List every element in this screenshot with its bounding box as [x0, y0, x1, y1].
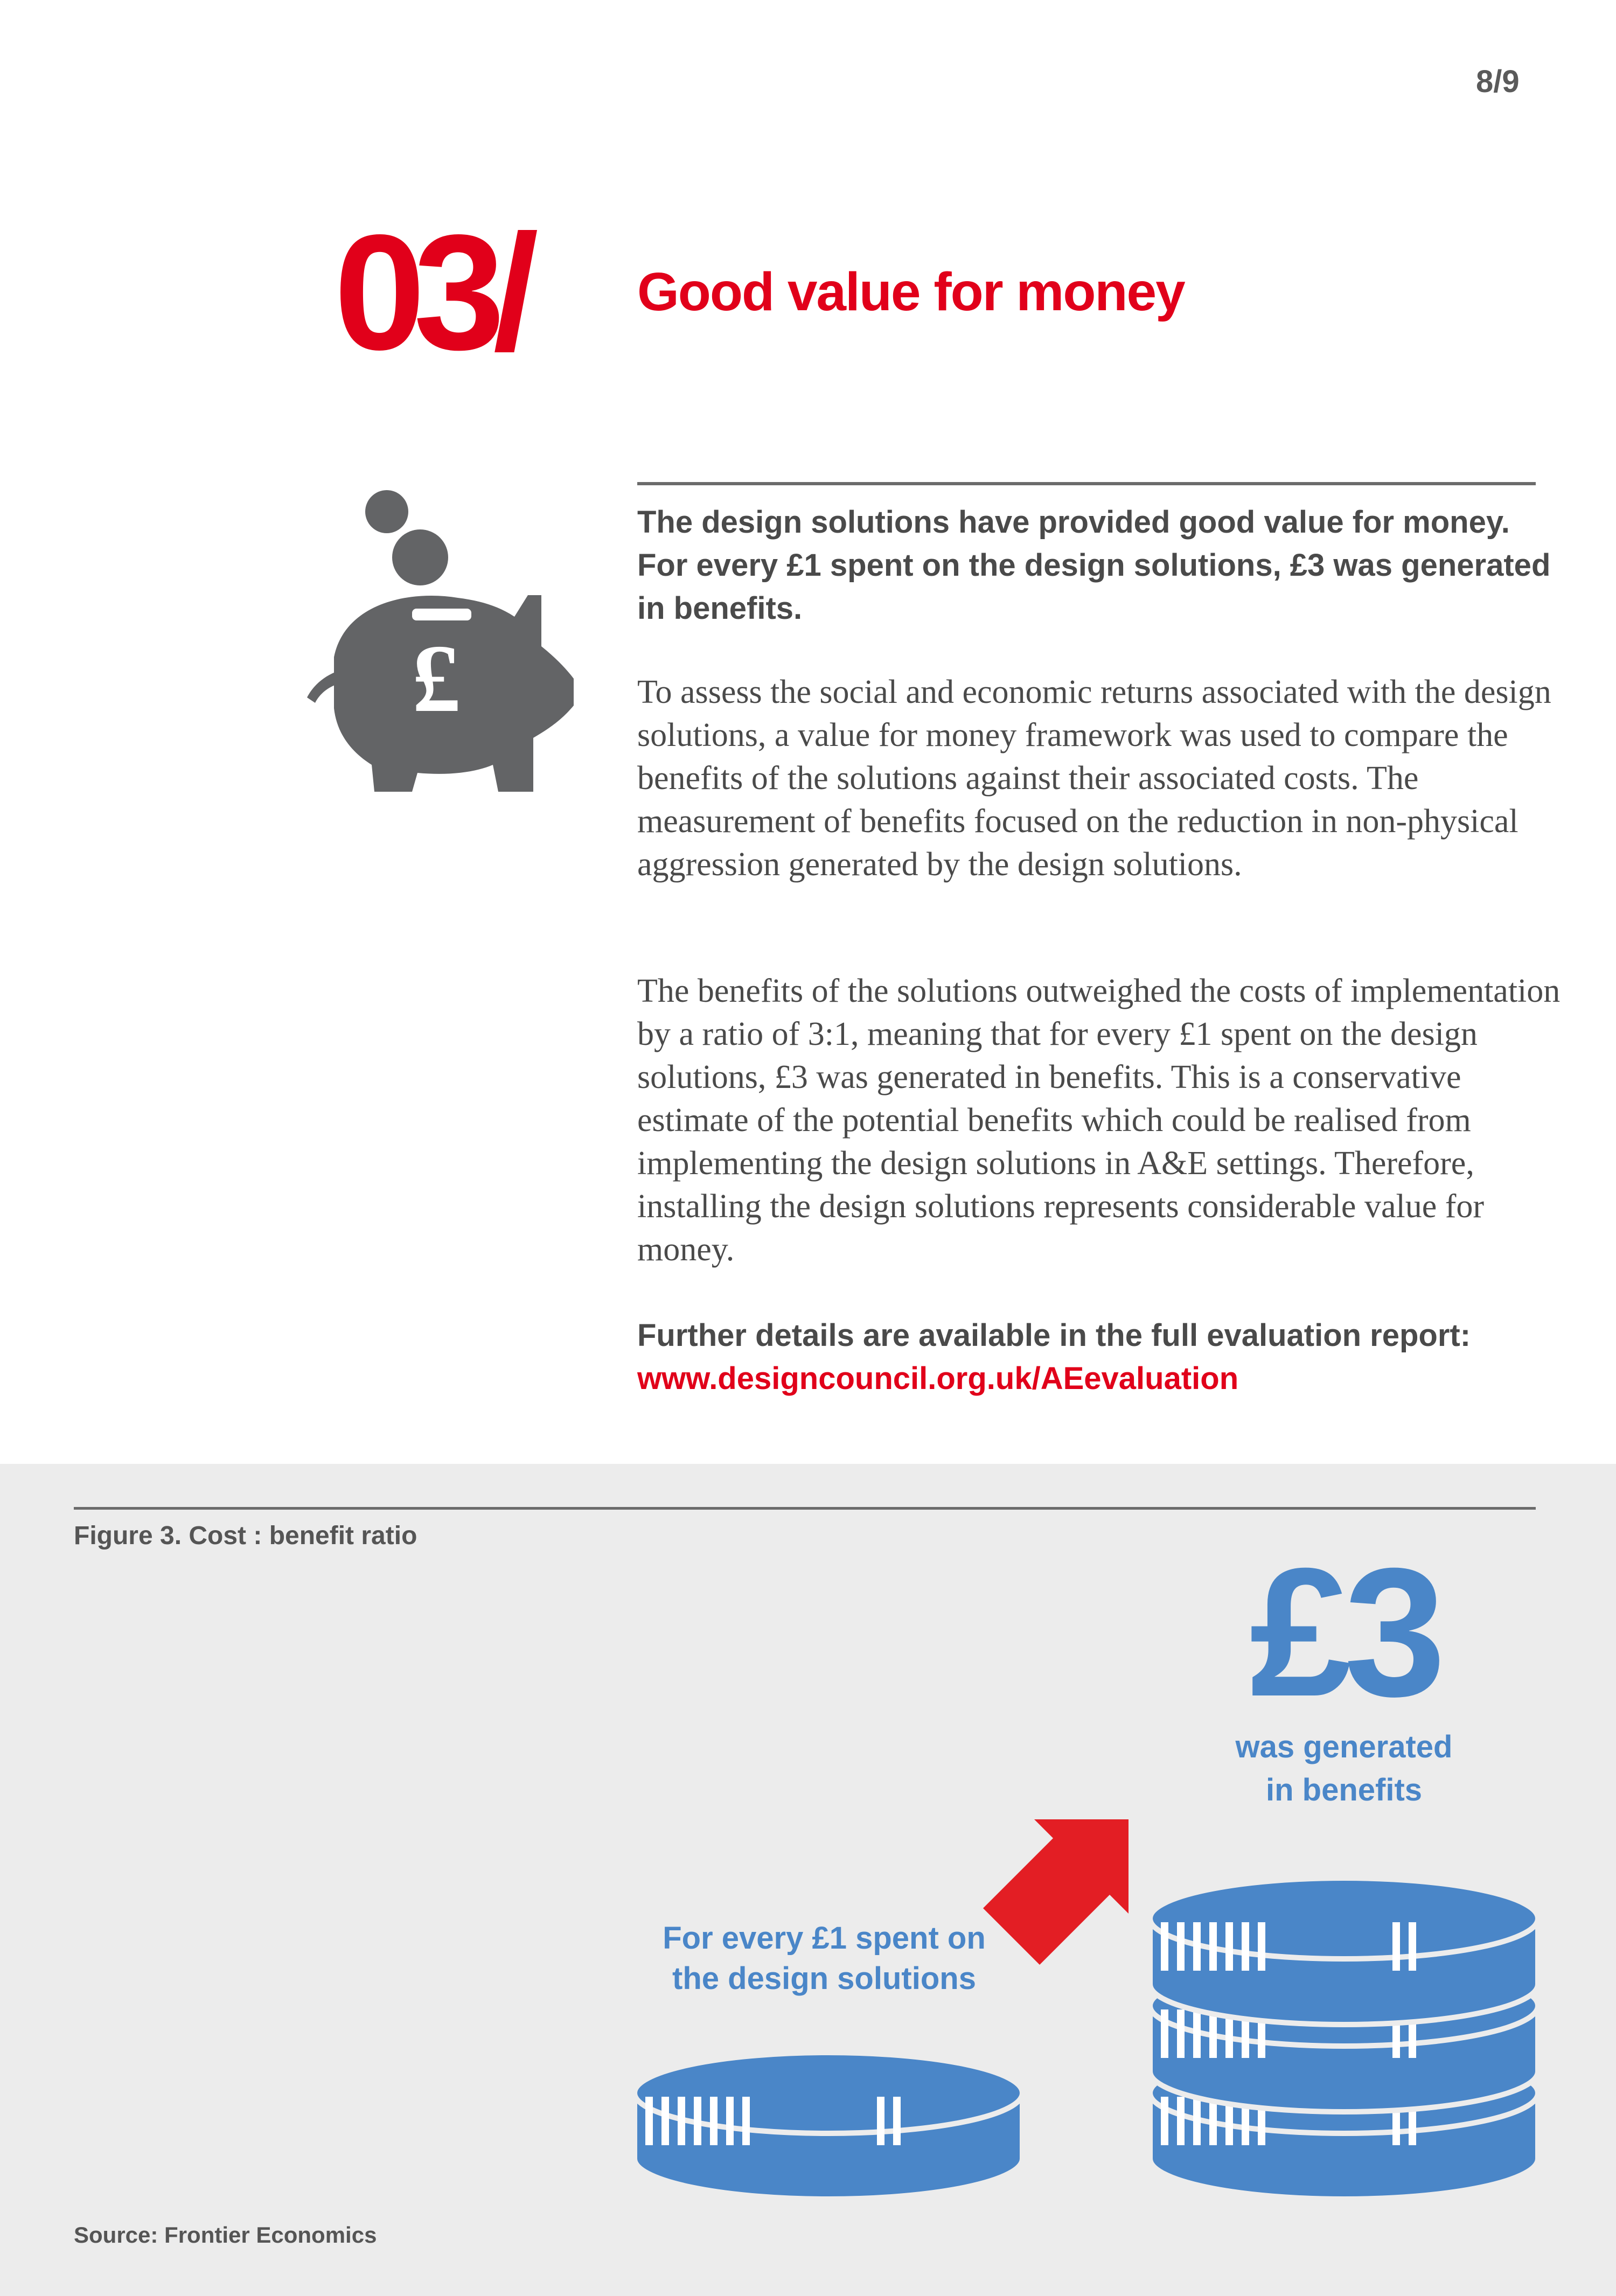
cost-label-line-2: the design solutions	[672, 1961, 976, 1996]
section-number: 03/	[334, 200, 527, 384]
page-number: 8/9	[1476, 64, 1520, 99]
cost-bar	[635, 2053, 1022, 2199]
benefit-coin-icon	[1150, 1878, 1538, 2025]
section-divider	[637, 482, 1536, 485]
body-paragraph: The benefits of the solutions outweighed the costs of implementation by a ratio of 3:1, meaning that for every £1 spent on the design solutions, £3 was generated in benefits. This is a conservative estimate of the potential benefits which could be realised from implementing the design solutions in A&E settings. Therefore, installing the design solutions represents considerable value for money.	[637, 973, 1561, 1268]
benefit-bar	[1150, 1878, 1538, 2199]
benefit-label-line-2: in benefits	[1265, 1772, 1423, 1808]
section-title: Good value for money	[637, 262, 1185, 322]
benefit-value-label: £3	[1249, 1530, 1439, 1735]
figure-source: Source: Frontier Economics	[74, 2222, 377, 2248]
further-details-text: Further details are available in the full evaluation report:	[637, 1318, 1471, 1353]
figure-panel	[0, 1464, 1616, 2296]
svg-text:£: £	[412, 625, 461, 732]
cost-coin-icon	[635, 2053, 1022, 2199]
body-paragraph: To assess the social and economic returns associated with the design solutions, a value for money framework was used to compare the benefits of the solutions against their associated costs. The measurement of benefits focused on the reduction in non-physical aggression generated by the design solutions.	[637, 674, 1551, 883]
lead-paragraph: The design solutions have provided good value for money. For every £1 spent on the design solutions, £3 was generated in benefits.	[637, 505, 1551, 626]
cost-benefit-chart	[0, 1464, 1616, 2296]
figure-divider	[74, 1507, 1536, 1510]
cost-label-line-1: For every £1 spent on	[663, 1921, 986, 1956]
figure-title: Figure 3. Cost : benefit ratio	[74, 1522, 417, 1550]
evaluation-report-link[interactable]: www.designcouncil.org.uk/AEevaluation	[637, 1361, 1239, 1396]
arrow-up-right-icon	[983, 1819, 1129, 1965]
piggy-bank-icon	[302, 485, 582, 808]
benefit-label-line-1: was generated	[1235, 1729, 1453, 1764]
